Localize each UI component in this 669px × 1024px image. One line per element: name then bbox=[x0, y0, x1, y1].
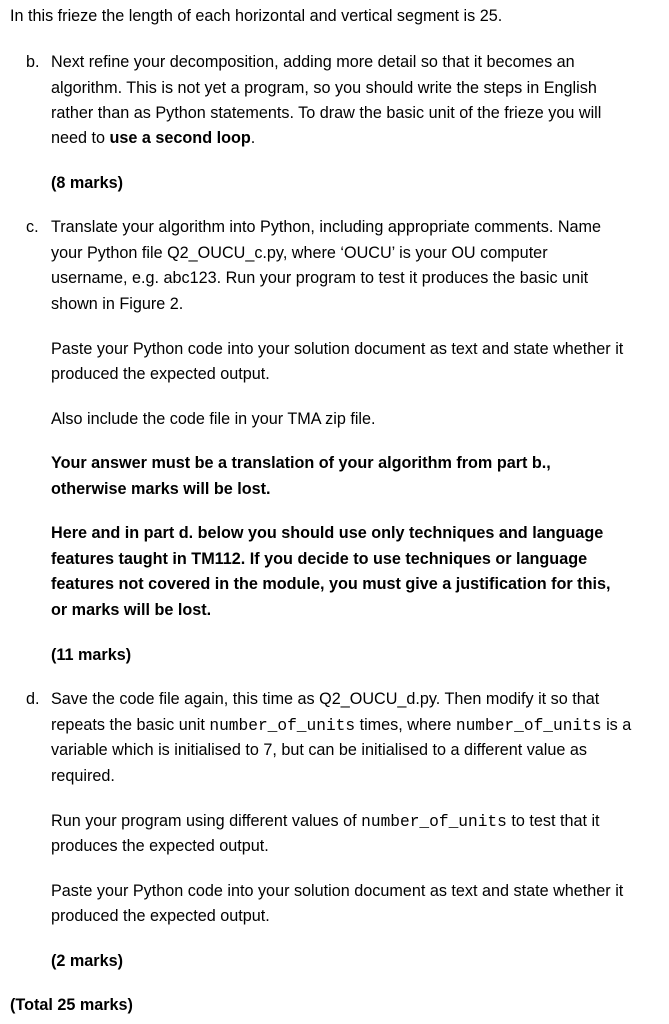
part-c-paste-line: Paste your Python code into your solution document as text and state whether it bbox=[51, 340, 624, 358]
part-d-line2-b: times, where bbox=[355, 716, 456, 734]
part-d-line2-a: repeats the basic unit bbox=[51, 716, 210, 734]
part-b-line: algorithm. This is not yet a program, so you should write the steps in English bbox=[51, 79, 597, 97]
part-d-marks: (2 marks) bbox=[51, 952, 123, 970]
part-b-line bbox=[51, 128, 255, 148]
part-c-line: your Python file Q2_OUCU_c.py, where ‘OUCU’ is your OU computer bbox=[51, 244, 548, 262]
part-d-line: Save the code file again, this time as Q2_OUCU_d.py. Then modify it so that bbox=[51, 690, 600, 708]
code-number-of-units: number_of_units bbox=[455, 717, 602, 735]
part-b-line4-prefix: need to bbox=[51, 129, 110, 147]
part-d-run-line: produces the expected output. bbox=[51, 837, 269, 855]
code-number-of-units: number_of_units bbox=[209, 717, 356, 735]
part-c-warning-line: Your answer must be a translation of your algorithm from part b., bbox=[51, 454, 551, 472]
total-marks: (Total 25 marks) bbox=[10, 996, 133, 1014]
part-c-line: shown in Figure 2. bbox=[51, 295, 184, 313]
part-d-run-a: Run your program using different values of bbox=[51, 812, 362, 830]
part-d-line2-c: is a bbox=[601, 716, 632, 734]
part-d-run-line bbox=[51, 811, 600, 832]
part-c-paste-line: produced the expected output. bbox=[51, 365, 270, 383]
part-d-run-b: to test that it bbox=[506, 812, 600, 830]
code-number-of-units: number_of_units bbox=[361, 813, 507, 831]
part-c-techniques-line: Here and in part d. below you should use only techniques and language bbox=[51, 524, 604, 542]
part-d-label: d. bbox=[26, 690, 40, 708]
part-c-line: username, e.g. abc123. Run your program to test it produces the basic unit bbox=[51, 269, 589, 287]
part-d-line: variable which is initialised to 7, but can be initialised to a different value as bbox=[51, 741, 587, 759]
part-c-techniques-line: features taught in TM112. If you decide to use techniques or language bbox=[51, 550, 588, 568]
part-b-line: Next refine your decomposition, adding more detail so that it becomes an bbox=[51, 53, 575, 71]
part-c-warning-line: otherwise marks will be lost. bbox=[51, 480, 271, 498]
part-c-label: c. bbox=[26, 218, 39, 236]
part-d-line bbox=[51, 715, 631, 736]
part-b-marks: (8 marks) bbox=[51, 174, 123, 192]
part-b-line: rather than as Python statements. To draw the basic unit of the frieze you will bbox=[51, 104, 602, 122]
part-c-marks: (11 marks) bbox=[51, 646, 132, 664]
intro-text: In this frieze the length of each horizontal and vertical segment is 25. bbox=[10, 7, 503, 25]
part-d-line: required. bbox=[51, 767, 115, 785]
part-b-emphasis: use a second loop bbox=[109, 129, 251, 147]
part-c-include-line: Also include the code file in your TMA zip file. bbox=[51, 410, 376, 428]
part-b-line4-suffix: . bbox=[250, 129, 256, 147]
part-c-line: Translate your algorithm into Python, including appropriate comments. Name bbox=[51, 218, 602, 236]
part-c-techniques-line: or marks will be lost. bbox=[51, 601, 212, 619]
part-b-label: b. bbox=[26, 53, 40, 71]
part-d-paste-line: produced the expected output. bbox=[51, 907, 270, 925]
part-c-techniques-line: features not covered in the module, you must give a justification for this, bbox=[51, 575, 611, 593]
part-d-paste-line: Paste your Python code into your solution document as text and state whether it bbox=[51, 882, 624, 900]
